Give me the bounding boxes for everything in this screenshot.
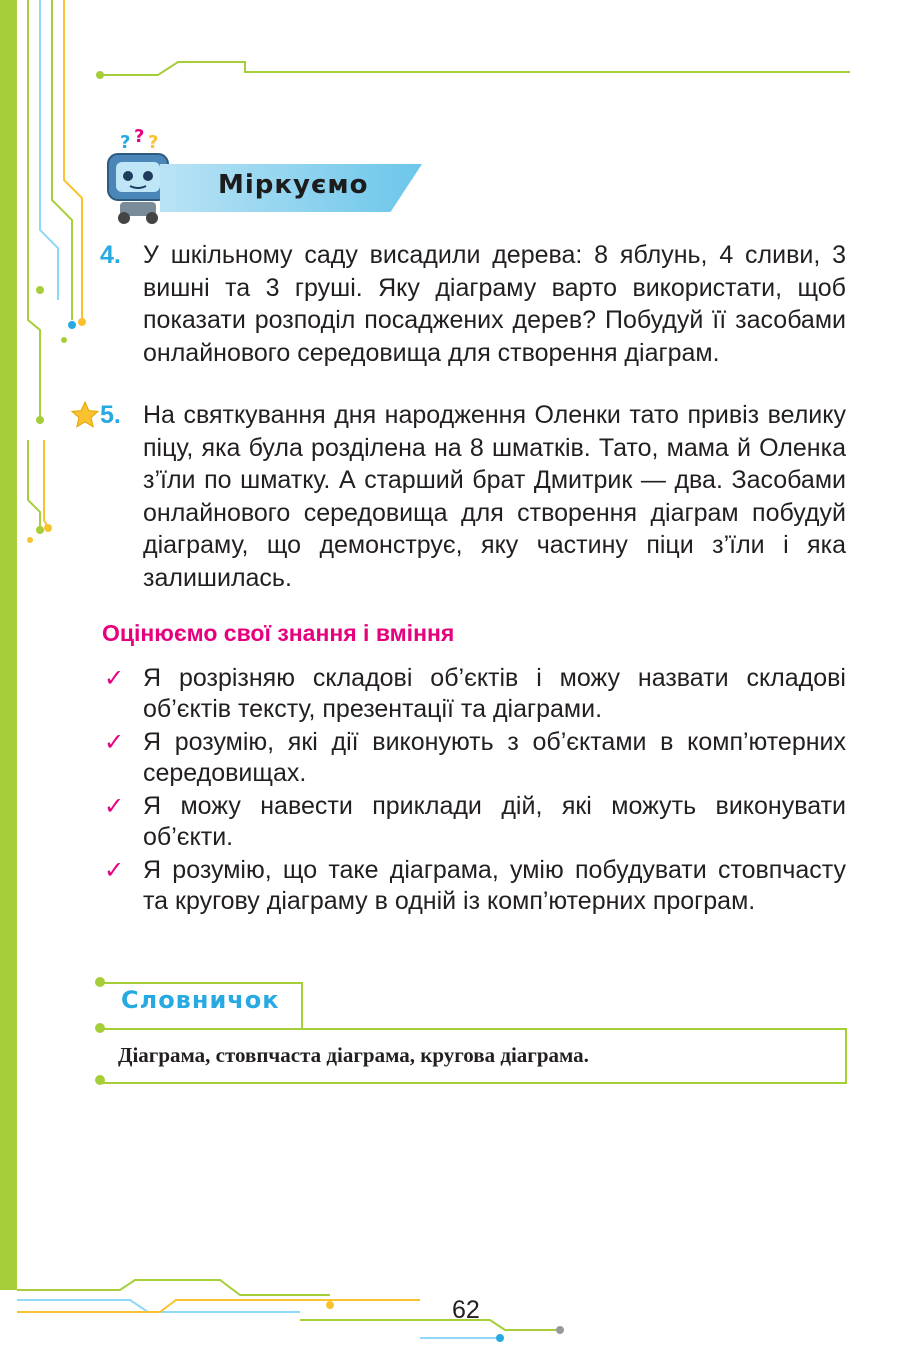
section-heading: Міркуємо xyxy=(218,170,369,200)
checklist-text: Я розумію, які дії виконують з об’єктами в комп’ютерних середовищах. xyxy=(143,728,846,787)
checklist-item xyxy=(100,791,846,853)
star-icon xyxy=(70,400,100,430)
check-icon: ✓ xyxy=(104,857,125,884)
task-text: У шкільному саду висадили дерева: 8 яблунь, 4 сливи, 3 вишні та 3 груші. Яку діаграму варто використати, щоб показати розподіл посаджених дерев? Побудуй її засобами онлайнового середовища для створення діаграм. xyxy=(143,241,846,367)
svg-text:?: ? xyxy=(148,132,159,153)
checklist-item xyxy=(100,855,846,917)
task-item xyxy=(100,239,846,369)
task-number: 4. xyxy=(100,241,121,269)
page-number: 62 xyxy=(452,1296,480,1324)
svg-text:?: ? xyxy=(120,132,131,153)
svg-text:?: ? xyxy=(134,126,145,147)
glossary-title: Словничок xyxy=(121,986,280,1014)
task-text: На святкування дня народження Оленки тато привіз велику піцу, яка була розділена на 8 шматків. Тато, мама й Оленка з’їли по шматку. А старший брат Дмитрик — два. Засобами онлайнового середовища для створення діаграм побудуй діаграму, що демонструє, яку частину піци з’їли і яка залишилась. xyxy=(143,401,846,592)
check-icon: ✓ xyxy=(104,729,125,756)
check-icon: ✓ xyxy=(104,665,125,692)
glossary-text: Діаграма, стовпчаста діаграма, кругова діаграма. xyxy=(118,1043,589,1067)
checklist-text: Я можу навести приклади дій, які можуть виконувати об’єкти. xyxy=(143,792,846,851)
checklist-item xyxy=(100,663,846,725)
task-number: 5. xyxy=(100,401,121,429)
checklist-item xyxy=(100,727,846,789)
assessment-title: Оцінюємо свої знання і вміння xyxy=(102,620,455,646)
task-item xyxy=(100,399,846,594)
checklist-text: Я розумію, що таке діаграма, умію побудувати стовпчасту та кругову діаграму в одній із комп’ютерних програм. xyxy=(143,856,846,915)
checklist-text: Я розрізняю складові об’єктів і можу назвати складові об’єктів тексту, презентації та діаграми. xyxy=(143,664,846,723)
check-icon: ✓ xyxy=(104,793,125,820)
